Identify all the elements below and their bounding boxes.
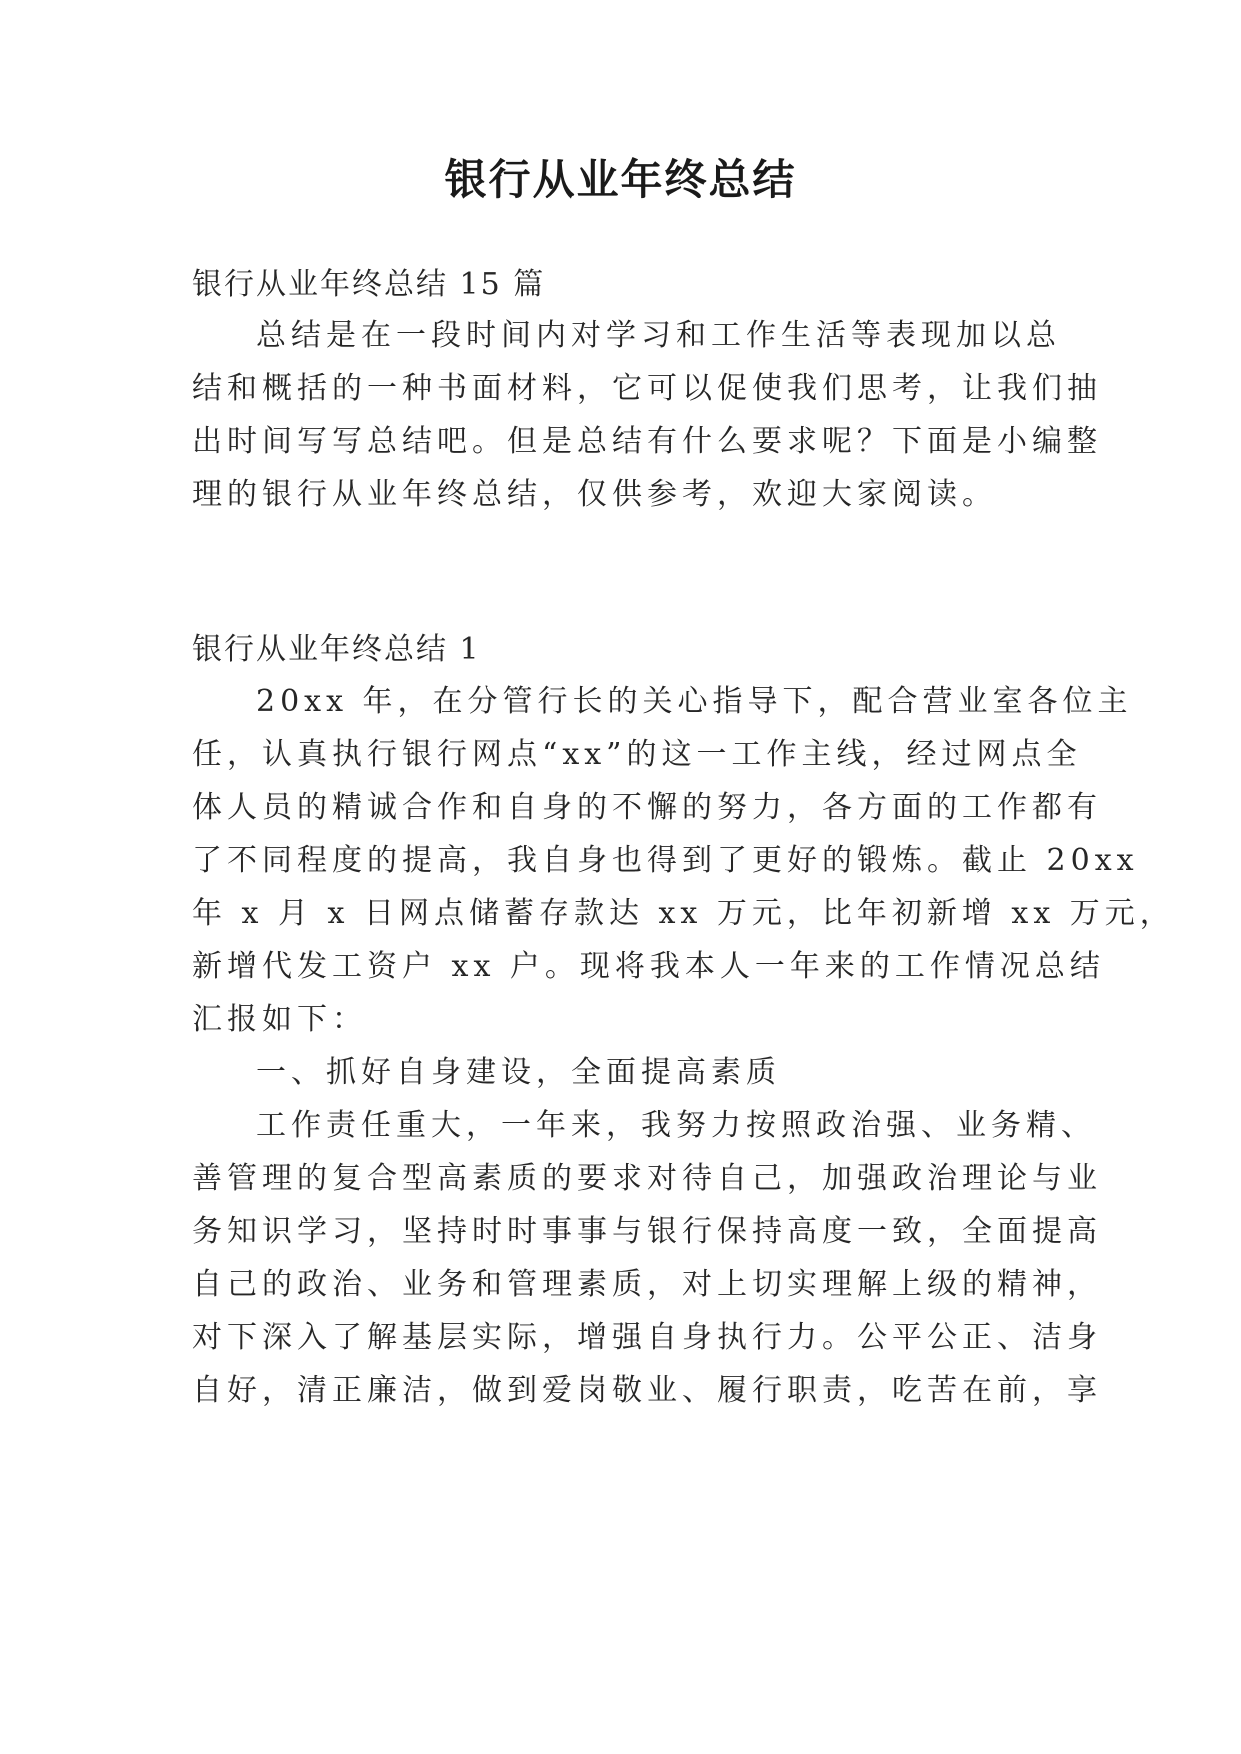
subheading: 一、抓好自身建设，全面提高素质 <box>256 1055 781 1090</box>
section-line: 新增代发工资户 xx 户。现将我本人一年来的工作情况总结 <box>192 949 1105 984</box>
section-line: 体人员的精诚合作和自身的不懈的努力，各方面的工作都有 <box>192 790 1102 825</box>
section-line: 了不同程度的提高，我自身也得到了更好的锻炼。截止 20xx <box>192 843 1139 878</box>
body-line: 务知识学习，坚持时时事事与银行保持高度一致，全面提高 <box>192 1214 1102 1249</box>
document-subtitle: 银行从业年终总结 15 篇 <box>192 267 546 302</box>
intro-line: 总结是在一段时间内对学习和工作生活等表现加以总 <box>256 318 1061 353</box>
body-line: 自好，清正廉洁，做到爱岗敬业、履行职责，吃苦在前，享 <box>192 1373 1102 1408</box>
section-line: 任，认真执行银行网点“xx”的这一工作主线，经过网点全 <box>192 737 1082 772</box>
intro-line: 出时间写写总结吧。但是总结有什么要求呢？下面是小编整 <box>192 424 1102 459</box>
section-line: 汇报如下： <box>192 1002 367 1037</box>
intro-line: 结和概括的一种书面材料，它可以促使我们思考，让我们抽 <box>192 371 1102 406</box>
body-line: 自己的政治、业务和管理素质，对上切实理解上级的精神， <box>192 1267 1102 1302</box>
section-line: 20xx 年，在分管行长的关心指导下，配合营业室各位主 <box>256 684 1133 719</box>
body-line: 工作责任重大，一年来，我努力按照政治强、业务精、 <box>256 1108 1096 1143</box>
document-title: 银行从业年终总结 <box>444 155 797 204</box>
intro-line: 理的银行从业年终总结，仅供参考，欢迎大家阅读。 <box>192 477 997 512</box>
section-line: 年 x 月 x 日网点储蓄存款达 xx 万元，比年初新增 xx 万元， <box>192 896 1175 931</box>
section-heading: 银行从业年终总结 1 <box>192 632 481 667</box>
body-line: 善管理的复合型高素质的要求对待自己，加强政治理论与业 <box>192 1161 1102 1196</box>
body-line: 对下深入了解基层实际，增强自身执行力。公平公正、洁身 <box>192 1320 1102 1355</box>
